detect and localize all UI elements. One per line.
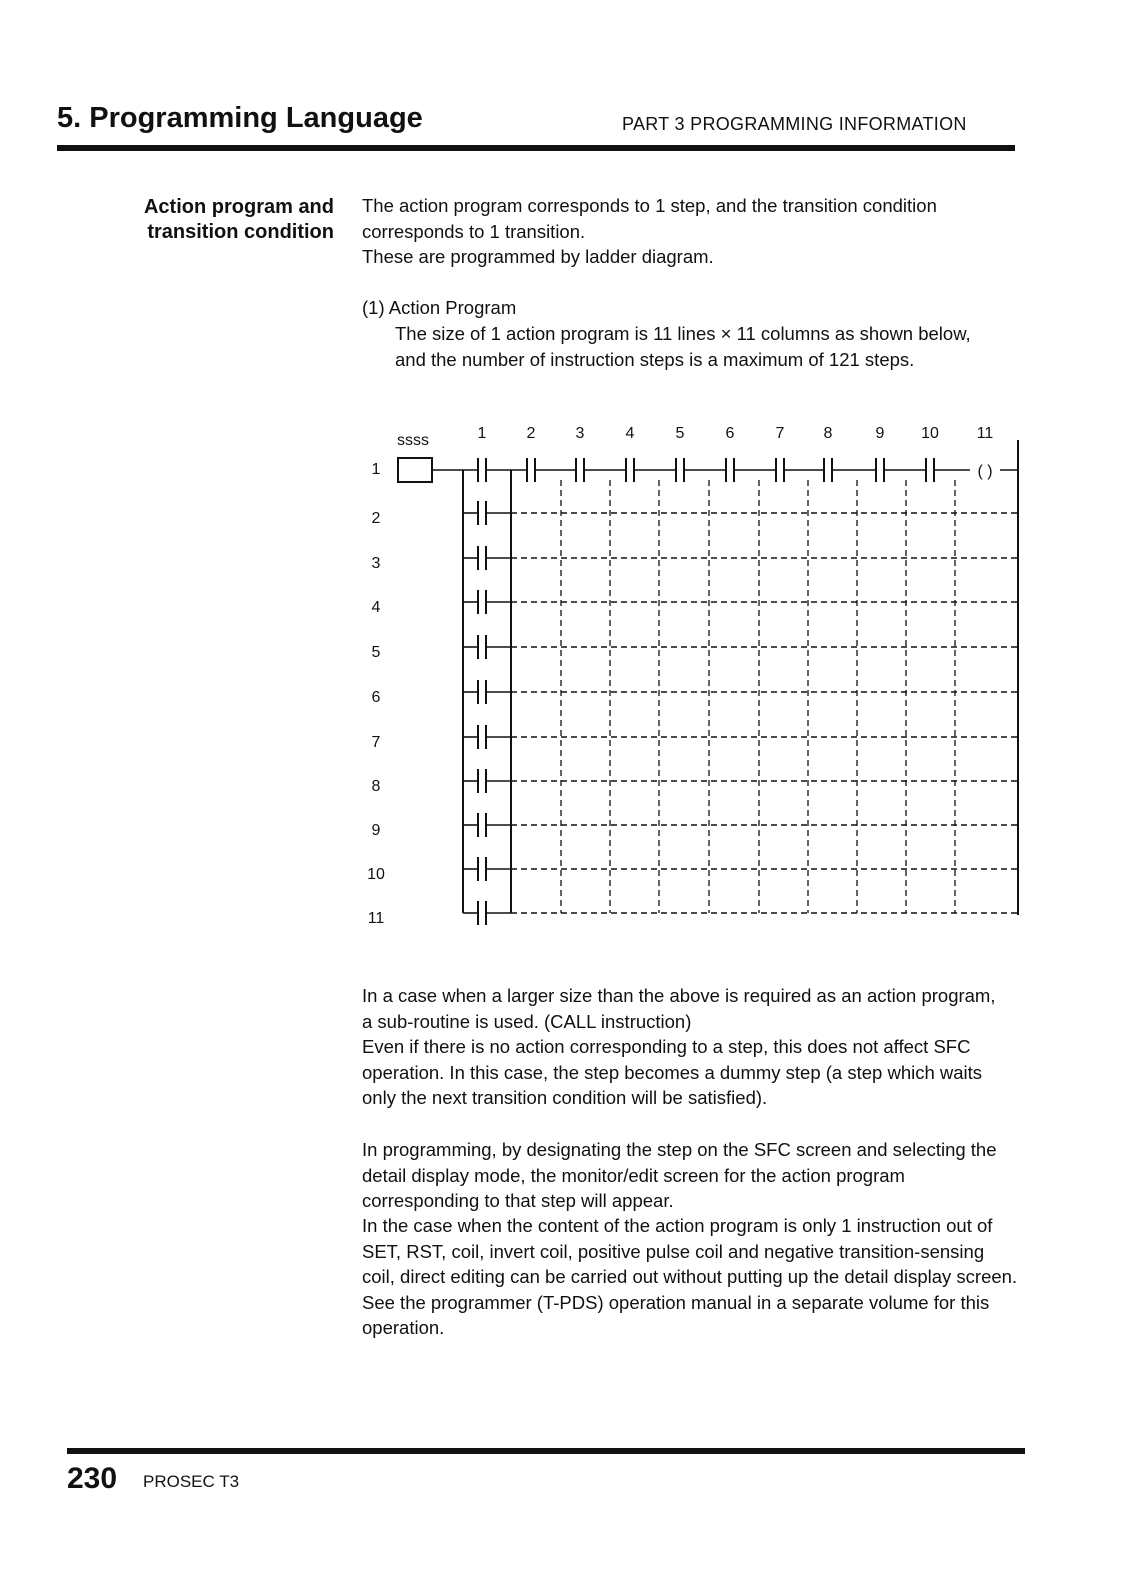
column-number: 7 <box>775 425 785 442</box>
column-number: 2 <box>526 425 536 442</box>
column-number: 4 <box>625 425 635 442</box>
coil-symbol: ( ) <box>977 463 993 480</box>
row-number: 1 <box>371 461 381 478</box>
product-name: PROSEC T3 <box>143 1472 240 1491</box>
step-label: ssss <box>397 432 429 449</box>
column-number: 5 <box>675 425 685 442</box>
body-paragraph: In a case when a larger size than the above is required as an action program, a sub-routine is used. (CALL instruction) <box>362 985 996 1032</box>
row-number: 3 <box>371 555 381 572</box>
side-heading-line: transition condition <box>147 221 334 243</box>
column-number: 10 <box>921 425 939 442</box>
row-number: 10 <box>367 866 385 883</box>
column-number: 1 <box>477 425 487 442</box>
row-number: 11 <box>367 910 385 927</box>
row-number: 7 <box>371 734 381 751</box>
intro-paragraph: These are programmed by ladder diagram. <box>362 246 714 267</box>
side-heading-line: Action program and <box>143 196 334 218</box>
row-number: 9 <box>371 822 381 839</box>
row-number: 8 <box>371 778 381 795</box>
column-number: 9 <box>875 425 885 442</box>
column-number: 11 <box>976 425 994 442</box>
row-number: 4 <box>371 599 381 616</box>
row-number: 6 <box>371 689 381 706</box>
footer-rule <box>67 1448 1025 1454</box>
section-label: (1) Action Program <box>362 297 517 318</box>
intro-paragraph: The action program corresponds to 1 step, and the transition condition corresponds to 1 transition. <box>362 195 937 242</box>
body-paragraph: Even if there is no action corresponding to a step, this does not affect SFC operation. In this case, the step becomes a dummy step (a step which waits only the next transition condition will be satisfied). <box>362 1036 983 1109</box>
page-number: 230 <box>67 1462 118 1495</box>
step-box <box>398 458 432 482</box>
column-number: 8 <box>823 425 833 442</box>
chapter-title: 5. Programming Language <box>57 102 423 134</box>
body-paragraph: In the case when the content of the action program is only 1 instruction out of SET, RST, coil, invert coil, positive pulse coil and negative transition-sensing coil, direct editing can be carried out without putting up the detail display screen. See the programmer (T-PDS) operation manual in a separate volume for this operation. <box>362 1215 1018 1339</box>
column-number: 6 <box>725 425 735 442</box>
part-label: PART 3 PROGRAMMING INFORMATION <box>622 114 967 134</box>
body-paragraph: In programming, by designating the step on the SFC screen and selecting the detail display mode, the monitor/edit screen for the action program corresponding to that step will appear. <box>362 1139 997 1212</box>
row-number: 5 <box>371 644 381 661</box>
column-number: 3 <box>575 425 585 442</box>
section-text: The size of 1 action program is 11 lines × 11 columns as shown below, and the number of instruction steps is a maximum of 121 steps. <box>395 323 971 370</box>
row-number: 2 <box>371 510 381 527</box>
